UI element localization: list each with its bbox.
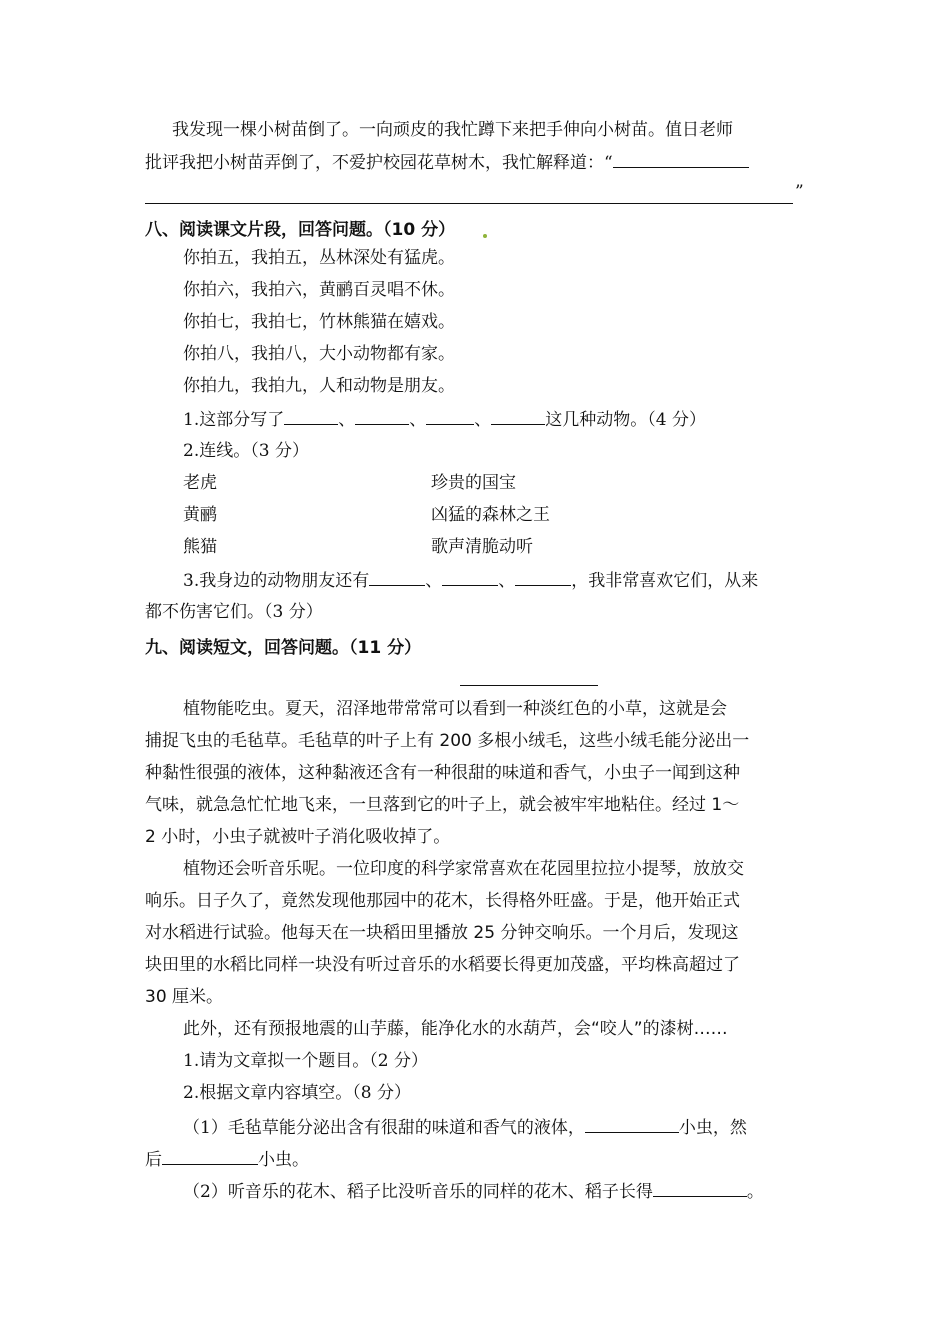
match-left-item[interactable]: 老虎	[183, 473, 217, 493]
q8-question-2: 2.连线。（3 分）	[183, 441, 309, 461]
answer-blank[interactable]	[653, 1180, 747, 1197]
answer-blank[interactable]	[162, 1148, 258, 1165]
answer-blank[interactable]	[491, 408, 545, 425]
poem-line: 你拍七，我拍七，竹林熊猫在嬉戏。	[183, 312, 455, 332]
passage-line: 响乐。日子久了，竟然发现他那园中的花木，长得格外旺盛。于是，他开始正式	[145, 891, 740, 911]
poem-line: 你拍九，我拍九，人和动物是朋友。	[183, 376, 455, 396]
q9-question-2: 2.根据文章内容填空。（8 分）	[183, 1083, 411, 1103]
answer-blank[interactable]	[369, 569, 425, 586]
passage-line: 植物能吃虫。夏天，沼泽地带常常可以看到一种淡红色的小草，这就是会	[183, 699, 727, 719]
section-9-heading: 九、阅读短文，回答问题。（11 分）	[145, 638, 422, 658]
q7-text-line-1: 我发现一棵小树苗倒了。一向顽皮的我忙蹲下来把手伸向小树苗。值日老师	[172, 120, 733, 140]
q9-fill-1: （1）毛毡草能分泌出含有很甜的味道和香气的液体， 小虫，然	[183, 1118, 747, 1138]
passage-line: 此外，还有预报地震的山芋藤，能净化水的水葫芦，会“咬人”的漆树……	[183, 1019, 728, 1039]
section-8-heading: 八、阅读课文片段，回答问题。（10 分）	[145, 220, 456, 240]
q9-fill-2: （2）听音乐的花木、稻子比没听音乐的同样的花木、稻子长得 。	[183, 1182, 764, 1202]
q8-question-3: 3.我身边的动物朋友还有 、 、 ，我非常喜欢它们，从来	[183, 571, 759, 591]
poem-line: 你拍六，我拍六，黄鹂百灵唱不休。	[183, 280, 455, 300]
green-dot-mark	[483, 234, 487, 238]
match-left-item[interactable]: 熊猫	[183, 537, 217, 557]
answer-blank[interactable]	[613, 151, 749, 168]
q8-question-3-line-2: 都不伤害它们。（3 分）	[145, 602, 323, 622]
q9-question-1: 1.请为文章拟一个题目。（2 分）	[183, 1051, 428, 1071]
match-left-item[interactable]: 黄鹂	[183, 505, 217, 525]
match-right-item[interactable]: 歌声清脆动听	[431, 537, 533, 557]
match-right-item[interactable]: 凶猛的森林之王	[431, 505, 550, 525]
q8-question-1: 1.这部分写了 、 、 、 这几种动物。（4 分）	[183, 410, 706, 430]
passage-line: 种黏性很强的液体，这种黏液还含有一种很甜的味道和香气，小虫子一闻到这种	[145, 763, 740, 783]
passage-line: 30 厘米。	[145, 987, 224, 1007]
passage-line: 捕捉飞虫的毛毡草。毛毡草的叶子上有 200 多根小绒毛，这些小绒毛能分泌出一	[145, 731, 750, 751]
passage-line: 对水稻进行试验。他每天在一块稻田里播放 25 分钟交响乐。一个月后，发现这	[145, 923, 739, 943]
answer-blank[interactable]	[515, 569, 571, 586]
q9-fill-1-line-2: 后 小虫。	[145, 1150, 309, 1170]
answer-blank[interactable]	[585, 1116, 679, 1133]
passage-line: 块田里的水稻比同样一块没有听过音乐的水稻要长得更加茂盛，平均株高超过了	[145, 955, 740, 975]
answer-blank[interactable]	[284, 408, 338, 425]
poem-line: 你拍八，我拍八，大小动物都有家。	[183, 344, 455, 364]
closing-quote: ”	[795, 182, 804, 202]
passage-line: 2 小时，小虫子就被叶子消化吸收掉了。	[145, 827, 451, 847]
answer-blank[interactable]	[442, 569, 498, 586]
match-right-item[interactable]: 珍贵的国宝	[431, 473, 516, 493]
q7-text-line-2: 批评我把小树苗弄倒了，不爱护校园花草树木，我忙解释道：“	[145, 151, 749, 174]
answer-blank[interactable]	[355, 408, 409, 425]
passage-line: 植物还会听音乐呢。一位印度的科学家常喜欢在花园里拉拉小提琴，放放交	[183, 859, 744, 879]
poem-line: 你拍五，我拍五，丛林深处有猛虎。	[183, 248, 455, 268]
title-answer-line[interactable]	[460, 685, 598, 686]
answer-blank[interactable]	[426, 408, 474, 425]
passage-line: 气味，就急急忙忙地飞来，一旦落到它的叶子上，就会被牢牢地粘住。经过 1～	[145, 795, 740, 815]
answer-line[interactable]	[145, 203, 793, 204]
